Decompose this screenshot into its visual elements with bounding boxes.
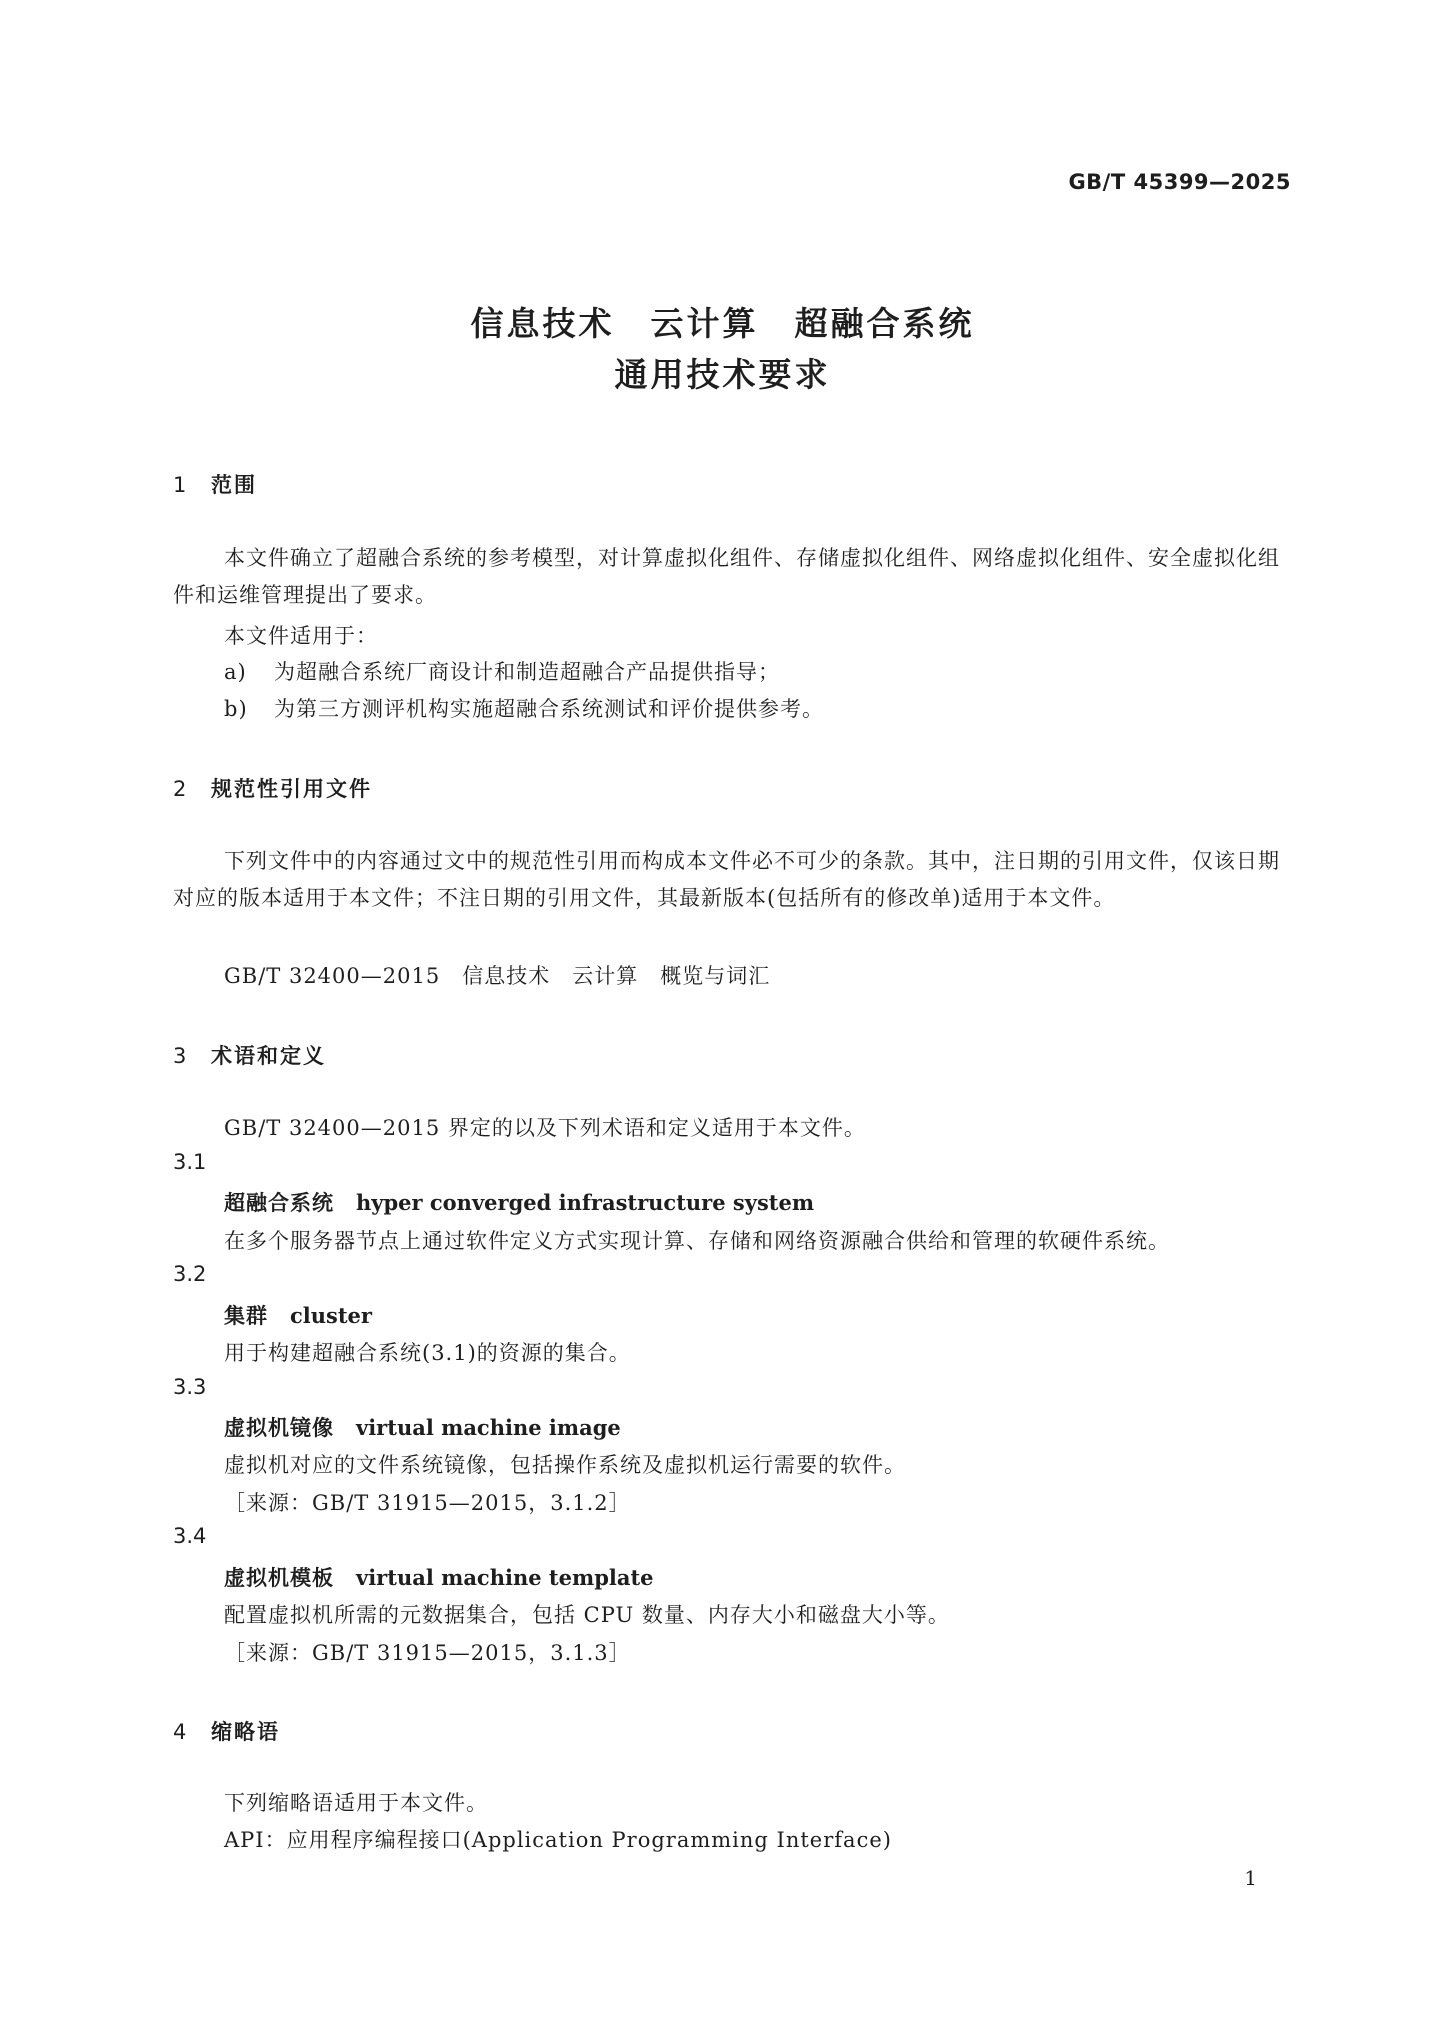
section-1-heading [173,469,257,499]
term-heading [224,1412,621,1442]
page-number: 1 [1244,1866,1257,1890]
standard-number: GB/T 45399—2025 [1068,170,1291,194]
term-source: ［来源：GB/T 31915—2015，3.1.2］ [224,1491,631,1515]
term-definition: 虚拟机对应的文件系统镜像，包括操作系统及虚拟机运行需要的软件。 [224,1453,906,1477]
document-title-line2: 通用技术要求 [614,355,831,394]
section-title: 范围 [211,473,257,497]
paragraph: 本文件确立了超融合系统的参考模型，对计算虚拟化组件、存储虚拟化组件、网络虚拟化组件、安全虚拟化组件和运维管理提出了要求。 [173,546,1280,607]
term-en: cluster [290,1303,372,1328]
section-number: 4 [173,1720,189,1744]
term-zh: 虚拟机镜像 [224,1416,334,1440]
term-heading [224,1562,654,1592]
paragraph: 下列缩略语适用于本文件。 [224,1791,488,1815]
section-number: 1 [173,473,189,497]
term-en: virtual machine template [356,1565,654,1590]
term-number: 3.1 [173,1150,207,1174]
term-number: 3.3 [173,1375,207,1399]
list-marker: a) [224,660,247,684]
term-source: ［来源：GB/T 31915—2015，3.1.3］ [224,1641,631,1665]
term-definition: 在多个服务器节点上通过软件定义方式实现计算、存储和网络资源融合供给和管理的软硬件系统。 [224,1229,1170,1253]
section-2-heading [173,773,372,803]
list-marker: b) [224,697,248,721]
list-item [224,656,780,686]
paragraph: 下列文件中的内容通过文中的规范性引用而构成本文件必不可少的条款。其中，注日期的引用文件，仅该日期对应的版本适用于本文件；不注日期的引用文件，其最新版本(包括所有的修改单)适用于本文件。 [173,849,1280,910]
normative-reference: GB/T 32400—2015 信息技术 云计算 概览与词汇 [224,964,771,988]
term-en: hyper converged infrastructure system [356,1190,815,1215]
section-title: 规范性引用文件 [211,777,372,801]
term-heading [224,1300,372,1330]
list-text: 为第三方测评机构实施超融合系统测试和评价提供参考。 [274,697,824,721]
term-definition: 用于构建超融合系统(3.1)的资源的集合。 [224,1341,631,1365]
section-title: 缩略语 [211,1720,280,1744]
section-number: 3 [173,1044,189,1068]
list-text: 为超融合系统厂商设计和制造超融合产品提供指导； [274,660,780,684]
document-title-line1: 信息技术 云计算 超融合系统 [470,304,975,343]
term-zh: 超融合系统 [224,1191,334,1215]
paragraph: 本文件适用于： [224,624,378,648]
section-title: 术语和定义 [211,1044,326,1068]
term-number: 3.4 [173,1524,207,1548]
list-item [224,693,824,723]
paragraph: GB/T 32400—2015 界定的以及下列术语和定义适用于本文件。 [224,1116,866,1140]
term-en: virtual machine image [356,1415,621,1440]
section-3-heading [173,1040,326,1070]
term-heading [224,1187,814,1217]
section-number: 2 [173,777,189,801]
term-zh: 集群 [224,1304,268,1328]
term-zh: 虚拟机模板 [224,1566,334,1590]
section-4-heading [173,1716,280,1746]
abbreviation-entry: API：应用程序编程接口(Application Programming Interface) [224,1828,892,1852]
term-definition: 配置虚拟机所需的元数据集合，包括 CPU 数量、内存大小和磁盘大小等。 [224,1603,950,1627]
term-number: 3.2 [173,1262,207,1286]
